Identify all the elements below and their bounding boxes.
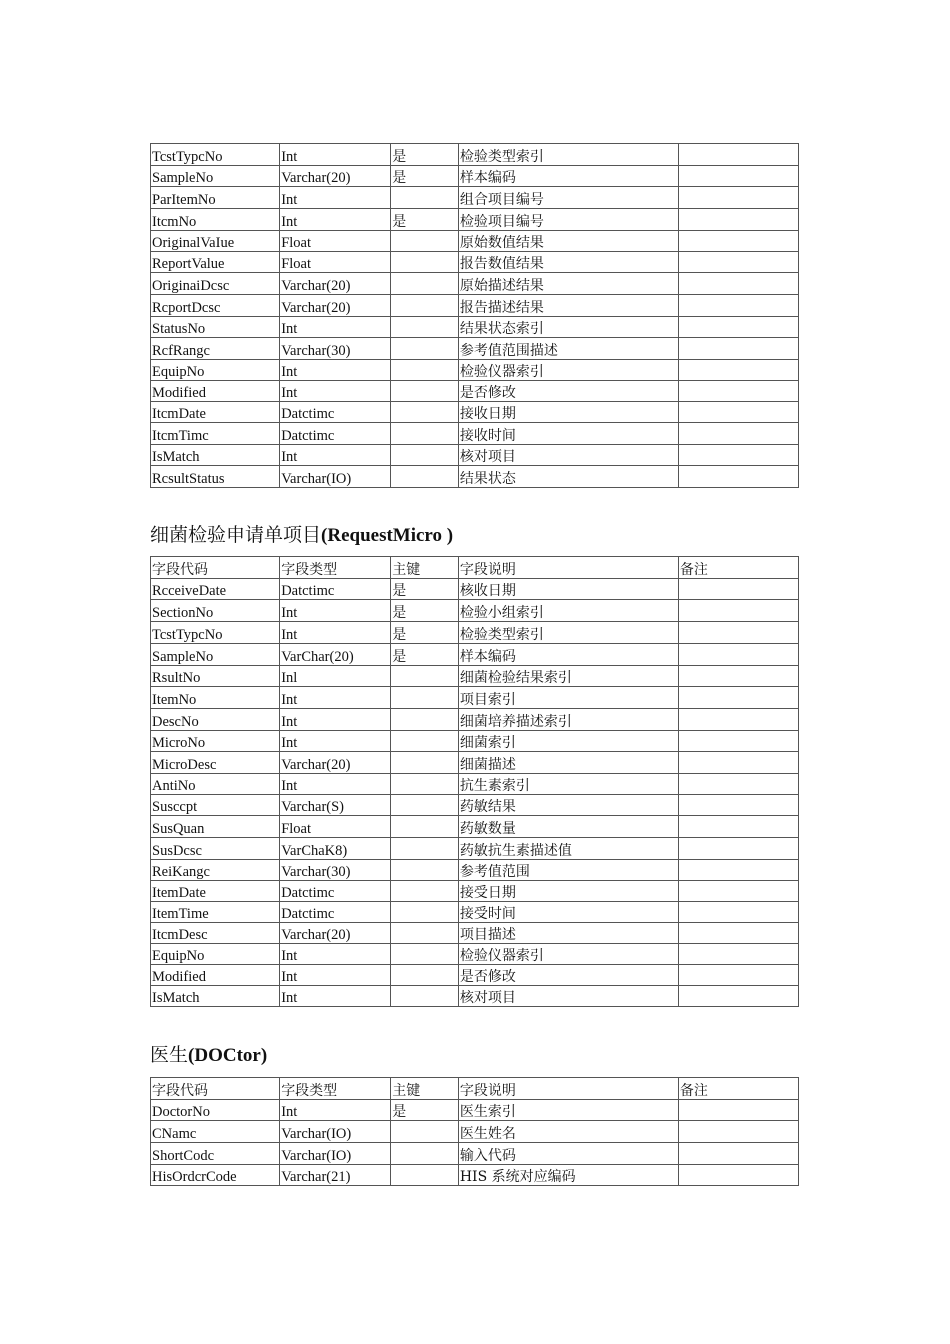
field-code-cell: CNamc	[151, 1121, 280, 1143]
field-type-cell: VarChar(20)	[280, 644, 391, 666]
primary-key-cell	[391, 923, 459, 944]
table-doctor	[150, 1077, 799, 1186]
field-code-cell: ShortCodc	[151, 1143, 280, 1165]
table-row	[151, 986, 799, 1007]
field-desc-cell: 检验类型索引	[458, 144, 678, 166]
field-type-cell: Varchar(S)	[280, 795, 391, 816]
section-title-doctor	[150, 1043, 267, 1068]
field-desc-cell: 医生姓名	[458, 1121, 678, 1143]
header-cell: 主键	[391, 557, 459, 579]
field-code-cell: ItcmDesc	[151, 923, 280, 944]
remark-cell	[678, 986, 798, 1007]
primary-key-cell	[391, 1143, 459, 1165]
field-type-cell: Int	[280, 731, 391, 752]
table-row	[151, 860, 799, 881]
header-cell: 主键	[391, 1078, 459, 1100]
table-request-micro	[150, 556, 799, 1007]
field-code-cell: IsMatch	[151, 986, 280, 1007]
field-type-cell: Int	[280, 709, 391, 731]
primary-key-cell	[391, 445, 459, 466]
table-row	[151, 666, 799, 687]
field-type-cell: Datctimc	[280, 423, 391, 445]
field-desc-cell: 参考值范围描述	[458, 338, 678, 360]
field-code-cell: RcsultStatus	[151, 466, 280, 488]
field-code-cell: MicroNo	[151, 731, 280, 752]
table-row	[151, 144, 799, 166]
primary-key-cell: 是	[391, 600, 459, 622]
primary-key-cell	[391, 381, 459, 402]
table-row	[151, 752, 799, 774]
table-row	[151, 338, 799, 360]
field-code-cell: RcportDcsc	[151, 295, 280, 317]
remark-cell	[678, 838, 798, 860]
field-code-cell: SampleNo	[151, 166, 280, 187]
field-type-cell: Int	[280, 687, 391, 709]
field-code-cell: ItcmDate	[151, 402, 280, 423]
field-type-cell: Datctimc	[280, 881, 391, 902]
remark-cell	[678, 774, 798, 795]
field-code-cell: SusQuan	[151, 816, 280, 838]
primary-key-cell	[391, 360, 459, 381]
primary-key-cell	[391, 295, 459, 317]
field-type-cell: Varchar(20)	[280, 923, 391, 944]
field-type-cell: Varchar(30)	[280, 860, 391, 881]
remark-cell	[678, 187, 798, 209]
field-code-cell: Susccpt	[151, 795, 280, 816]
section-title-en: (DOCtor)	[188, 1045, 268, 1066]
field-code-cell: EquipNo	[151, 360, 280, 381]
table-row	[151, 1100, 799, 1121]
remark-cell	[678, 860, 798, 881]
field-type-cell: Varchar(20)	[280, 752, 391, 774]
remark-cell	[678, 317, 798, 338]
field-desc-cell: 核对项目	[458, 445, 678, 466]
table-row	[151, 381, 799, 402]
primary-key-cell	[391, 687, 459, 709]
table-header-row	[151, 1078, 799, 1100]
field-code-cell: MicroDesc	[151, 752, 280, 774]
field-desc-cell: 细菌索引	[458, 731, 678, 752]
field-code-cell: IsMatch	[151, 445, 280, 466]
table-row	[151, 187, 799, 209]
table-row	[151, 965, 799, 986]
field-desc-cell: 药敏抗生素描述值	[458, 838, 678, 860]
header-cell: 备注	[678, 557, 798, 579]
field-desc-cell: 项目索引	[458, 687, 678, 709]
field-desc-cell: 细菌描述	[458, 752, 678, 774]
table-row	[151, 816, 799, 838]
field-code-cell: EquipNo	[151, 944, 280, 965]
table-row	[151, 838, 799, 860]
remark-cell	[678, 965, 798, 986]
field-desc-cell: 原始描述结果	[458, 273, 678, 295]
field-code-cell: RcfRangc	[151, 338, 280, 360]
header-cell: 字段说明	[458, 557, 678, 579]
primary-key-cell	[391, 231, 459, 252]
primary-key-cell	[391, 752, 459, 774]
primary-key-cell	[391, 187, 459, 209]
primary-key-cell	[391, 860, 459, 881]
field-code-cell: ReiKangc	[151, 860, 280, 881]
primary-key-cell	[391, 317, 459, 338]
field-desc-cell: 结果状态	[458, 466, 678, 488]
field-code-cell: ItemNo	[151, 687, 280, 709]
table-row	[151, 295, 799, 317]
field-type-cell: Int	[280, 144, 391, 166]
remark-cell	[678, 752, 798, 774]
field-type-cell: Float	[280, 231, 391, 252]
table-row	[151, 166, 799, 187]
remark-cell	[678, 338, 798, 360]
remark-cell	[678, 1121, 798, 1143]
field-code-cell: RcceiveDate	[151, 579, 280, 600]
section-title-cn: 医生	[150, 1044, 189, 1066]
field-desc-cell: 接受日期	[458, 881, 678, 902]
table-row	[151, 622, 799, 644]
field-desc-cell: 参考值范围	[458, 860, 678, 881]
table-row	[151, 231, 799, 252]
field-type-cell: Varchar(IO)	[280, 466, 391, 488]
primary-key-cell: 是	[391, 1100, 459, 1121]
header-cell: 字段说明	[458, 1078, 678, 1100]
field-code-cell: HisOrdcrCode	[151, 1165, 280, 1186]
field-desc-cell: 核收日期	[458, 579, 678, 600]
remark-cell	[678, 144, 798, 166]
remark-cell	[678, 445, 798, 466]
remark-cell	[678, 1165, 798, 1186]
remark-cell	[678, 816, 798, 838]
field-desc-cell: 项目描述	[458, 923, 678, 944]
remark-cell	[678, 295, 798, 317]
field-type-cell: Varchar(IO)	[280, 1143, 391, 1165]
field-desc-cell: 检验小组索引	[458, 600, 678, 622]
field-desc-cell: 接收日期	[458, 402, 678, 423]
field-desc-cell: 医生索引	[458, 1100, 678, 1121]
field-code-cell: ItemDate	[151, 881, 280, 902]
remark-cell	[678, 402, 798, 423]
header-cell: 字段代码	[151, 1078, 280, 1100]
remark-cell	[678, 360, 798, 381]
table-row	[151, 466, 799, 488]
primary-key-cell	[391, 466, 459, 488]
field-desc-cell: 样本编码	[458, 166, 678, 187]
primary-key-cell	[391, 273, 459, 295]
remark-cell	[678, 902, 798, 923]
field-code-cell: ItcmNo	[151, 209, 280, 231]
field-code-cell: SectionNo	[151, 600, 280, 622]
field-type-cell: Datctimc	[280, 902, 391, 923]
primary-key-cell	[391, 902, 459, 923]
primary-key-cell	[391, 774, 459, 795]
field-desc-cell: 是否修改	[458, 965, 678, 986]
field-desc-cell: 抗生素索引	[458, 774, 678, 795]
field-type-cell: Int	[280, 774, 391, 795]
field-type-cell: Int	[280, 381, 391, 402]
table-row	[151, 1121, 799, 1143]
field-type-cell: Int	[280, 965, 391, 986]
field-type-cell: Varchar(30)	[280, 338, 391, 360]
remark-cell	[678, 687, 798, 709]
primary-key-cell	[391, 1165, 459, 1186]
table-row	[151, 709, 799, 731]
primary-key-cell: 是	[391, 144, 459, 166]
primary-key-cell	[391, 965, 459, 986]
primary-key-cell	[391, 423, 459, 445]
field-desc-cell: 样本编码	[458, 644, 678, 666]
primary-key-cell	[391, 795, 459, 816]
primary-key-cell	[391, 944, 459, 965]
table-row	[151, 360, 799, 381]
table-row	[151, 445, 799, 466]
table-row	[151, 1143, 799, 1165]
field-desc-cell: 检验类型索引	[458, 622, 678, 644]
field-desc-cell: 接收时间	[458, 423, 678, 445]
field-type-cell: Datctimc	[280, 402, 391, 423]
header-cell: 字段代码	[151, 557, 280, 579]
field-code-cell: TcstTypcNo	[151, 622, 280, 644]
primary-key-cell	[391, 1121, 459, 1143]
field-desc-cell: 输入代码	[458, 1143, 678, 1165]
field-code-cell: ItemTime	[151, 902, 280, 923]
field-desc-cell: 细菌培养描述索引	[458, 709, 678, 731]
field-code-cell: ParItemNo	[151, 187, 280, 209]
remark-cell	[678, 923, 798, 944]
field-type-cell: Int	[280, 187, 391, 209]
field-type-cell: Int	[280, 209, 391, 231]
primary-key-cell: 是	[391, 166, 459, 187]
field-code-cell: AntiNo	[151, 774, 280, 795]
remark-cell	[678, 381, 798, 402]
primary-key-cell	[391, 252, 459, 273]
field-type-cell: Varchar(20)	[280, 273, 391, 295]
field-code-cell: DescNo	[151, 709, 280, 731]
remark-cell	[678, 600, 798, 622]
remark-cell	[678, 423, 798, 445]
field-type-cell: Int	[280, 986, 391, 1007]
table-row	[151, 731, 799, 752]
field-code-cell: SusDcsc	[151, 838, 280, 860]
primary-key-cell	[391, 816, 459, 838]
field-desc-cell: 细菌检验结果索引	[458, 666, 678, 687]
field-type-cell: Int	[280, 600, 391, 622]
field-code-cell: DoctorNo	[151, 1100, 280, 1121]
primary-key-cell: 是	[391, 209, 459, 231]
field-desc-cell: 报告数值结果	[458, 252, 678, 273]
remark-cell	[678, 166, 798, 187]
primary-key-cell	[391, 666, 459, 687]
primary-key-cell	[391, 986, 459, 1007]
primary-key-cell	[391, 338, 459, 360]
field-code-cell: ReportValue	[151, 252, 280, 273]
field-desc-cell: 是否修改	[458, 381, 678, 402]
field-code-cell: TcstTypcNo	[151, 144, 280, 166]
remark-cell	[678, 1100, 798, 1121]
remark-cell	[678, 644, 798, 666]
table-row	[151, 687, 799, 709]
table-header-row	[151, 557, 799, 579]
field-type-cell: Int	[280, 360, 391, 381]
remark-cell	[678, 709, 798, 731]
field-code-cell: StatusNo	[151, 317, 280, 338]
field-type-cell: Inl	[280, 666, 391, 687]
table-row	[151, 423, 799, 445]
table-row	[151, 252, 799, 273]
table-row	[151, 273, 799, 295]
field-code-cell: Modified	[151, 965, 280, 986]
primary-key-cell: 是	[391, 622, 459, 644]
field-code-cell: ItcmTimc	[151, 423, 280, 445]
remark-cell	[678, 1143, 798, 1165]
remark-cell	[678, 579, 798, 600]
remark-cell	[678, 466, 798, 488]
remark-cell	[678, 795, 798, 816]
field-code-cell: OriginalVaIue	[151, 231, 280, 252]
header-cell: 字段类型	[280, 557, 391, 579]
primary-key-cell	[391, 709, 459, 731]
field-type-cell: Int	[280, 1100, 391, 1121]
table-row	[151, 1165, 799, 1186]
header-cell: 字段类型	[280, 1078, 391, 1100]
field-desc-cell: 组合项目编号	[458, 187, 678, 209]
field-type-cell: Varchar(20)	[280, 295, 391, 317]
table-row	[151, 881, 799, 902]
remark-cell	[678, 209, 798, 231]
field-type-cell: VarChaK8)	[280, 838, 391, 860]
table-row	[151, 209, 799, 231]
remark-cell	[678, 731, 798, 752]
field-type-cell: Varchar(21)	[280, 1165, 391, 1186]
table-row	[151, 317, 799, 338]
field-code-cell: OriginaiDcsc	[151, 273, 280, 295]
field-desc-cell: 检验项目编号	[458, 209, 678, 231]
table-row	[151, 579, 799, 600]
field-desc-cell: 原始数值结果	[458, 231, 678, 252]
table-row	[151, 923, 799, 944]
table-row	[151, 402, 799, 423]
field-desc-cell: 接受时间	[458, 902, 678, 923]
field-desc-cell: 结果状态索引	[458, 317, 678, 338]
remark-cell	[678, 252, 798, 273]
field-type-cell: Int	[280, 944, 391, 965]
field-desc-cell: 药敏数量	[458, 816, 678, 838]
table-field-list-1	[150, 143, 799, 488]
field-type-cell: Int	[280, 317, 391, 338]
field-type-cell: Float	[280, 816, 391, 838]
field-type-cell: Int	[280, 622, 391, 644]
primary-key-cell: 是	[391, 579, 459, 600]
field-type-cell: Varchar(IO)	[280, 1121, 391, 1143]
field-type-cell: Int	[280, 445, 391, 466]
table-row	[151, 944, 799, 965]
section-title-cn: 细菌检验申请单项目	[150, 524, 322, 546]
remark-cell	[678, 666, 798, 687]
header-cell: 备注	[678, 1078, 798, 1100]
remark-cell	[678, 273, 798, 295]
primary-key-cell	[391, 402, 459, 423]
primary-key-cell: 是	[391, 644, 459, 666]
field-code-cell: RsultNo	[151, 666, 280, 687]
field-desc-cell: HIS 系统对应编码	[458, 1165, 678, 1186]
remark-cell	[678, 944, 798, 965]
remark-cell	[678, 231, 798, 252]
remark-cell	[678, 881, 798, 902]
field-desc-cell: 药敏结果	[458, 795, 678, 816]
table-row	[151, 600, 799, 622]
table-row	[151, 644, 799, 666]
field-type-cell: Varchar(20)	[280, 166, 391, 187]
section-title-request-micro	[150, 523, 453, 548]
table-row	[151, 795, 799, 816]
table-row	[151, 774, 799, 795]
field-desc-cell: 检验仪器索引	[458, 360, 678, 381]
field-code-cell: SampleNo	[151, 644, 280, 666]
field-desc-cell: 检验仪器索引	[458, 944, 678, 965]
primary-key-cell	[391, 838, 459, 860]
field-type-cell: Float	[280, 252, 391, 273]
field-code-cell: Modified	[151, 381, 280, 402]
field-type-cell: Datctimc	[280, 579, 391, 600]
primary-key-cell	[391, 731, 459, 752]
primary-key-cell	[391, 881, 459, 902]
field-desc-cell: 报告描述结果	[458, 295, 678, 317]
section-title-en: (RequestMicro )	[321, 525, 454, 546]
field-desc-cell: 核对项目	[458, 986, 678, 1007]
table-row	[151, 902, 799, 923]
remark-cell	[678, 622, 798, 644]
